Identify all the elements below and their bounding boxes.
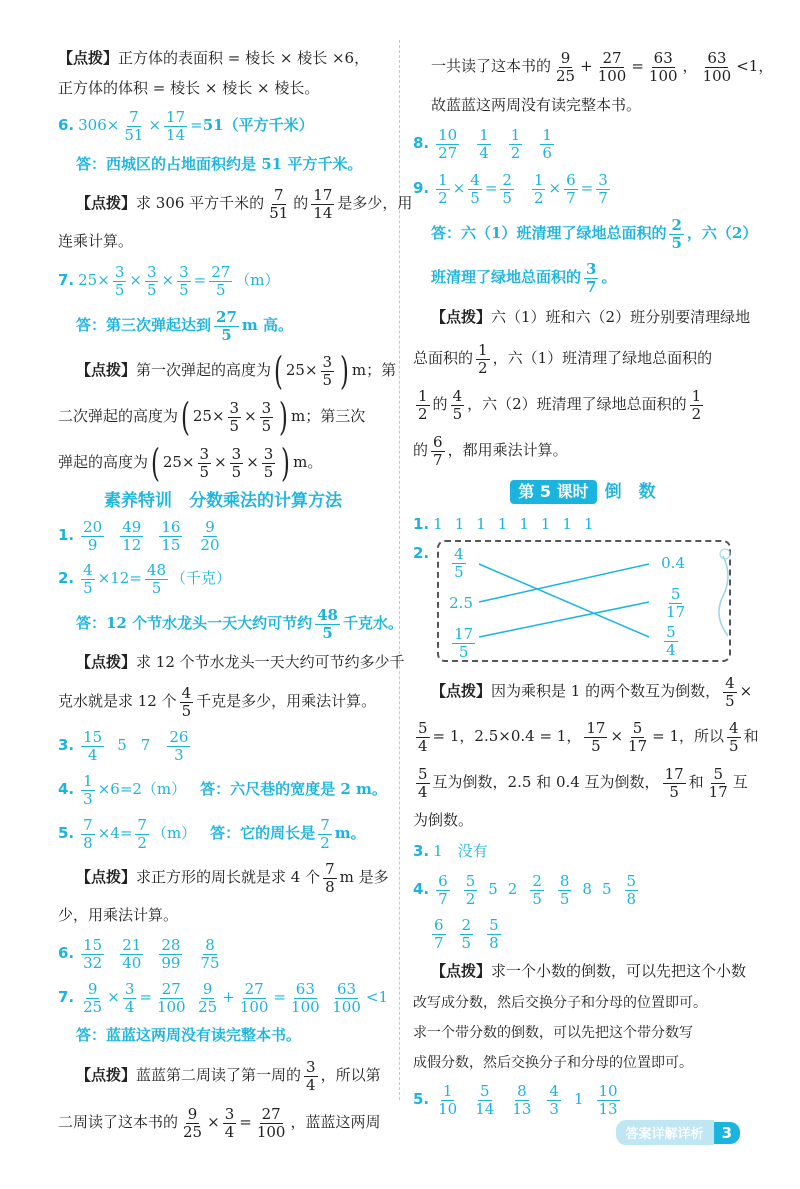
fraction: 10 27 <box>438 126 458 162</box>
line: 少，用乘法计算。 <box>58 906 179 925</box>
r5-answer: 5. 1 10 5 14 8 13 4 3 1 10 13 <box>413 1082 618 1118</box>
answer-text: 答：蓝蓝这两周没有读完整本书。 <box>76 1026 302 1045</box>
fraction: 7 2 <box>320 816 330 852</box>
fraction: 4 5 <box>181 684 192 720</box>
fraction: $\frac{3}{4}$ <box>124 980 135 1016</box>
answer-text: 班清理了绿地总面积的 3 7 。 <box>431 260 617 296</box>
match-line <box>479 564 649 637</box>
fraction: $\frac{6}{7}$ <box>566 171 576 207</box>
fraction: 4 5 <box>729 719 739 755</box>
line: 【点拨】 正方体的表面积 = 棱长 × 棱长 ×6， <box>58 49 370 68</box>
tip-line: 【点拨】 蓝蓝第二周读了第一周的 3 4 ，所以第 <box>76 1058 381 1094</box>
fraction: 1 4 <box>479 126 489 162</box>
left-column <box>58 44 413 1146</box>
fraction: $\frac{48}{5}$ <box>146 561 167 597</box>
match-line <box>479 564 649 602</box>
fraction: 15 32 <box>83 936 103 972</box>
fraction: $\frac{27}{5}$ <box>211 263 231 299</box>
fraction: 6 7 <box>438 872 448 908</box>
fraction: $\frac{2}{5}$ <box>502 171 512 207</box>
s5-answer: 5. $\frac{7}{8}$ × 4 = $\frac{7}{2}$ （m） 答：它的周长是 7 2 m。 <box>58 816 366 852</box>
fraction: 1 10 <box>438 1082 458 1118</box>
s4-answer: 4. $\frac{1}{3}$ × 6 = 2（m） 答：六尺巷的宽度是 2 m。 <box>58 772 387 808</box>
tip-line: 【点拨】 求 12 个节水龙头一天大约可节约多少千 <box>76 653 405 672</box>
fraction: $\frac{3}{5}$ <box>146 263 157 299</box>
fraction: 5 2 <box>465 872 476 908</box>
fraction: $\frac{7}{8}$ <box>83 816 93 852</box>
s2-answer: 2. $\frac{4}{5}$ × 12 = $\frac{48}{5}$ （千克） <box>58 561 232 597</box>
fraction: 1 2 <box>418 387 428 423</box>
fraction: 1 6 <box>542 126 552 162</box>
fraction: 1 2 <box>691 387 702 423</box>
fraction: 3 7 <box>586 260 597 296</box>
fraction: $\frac{3}{5}$ <box>114 263 125 299</box>
tip-line: 【点拨】 因为乘积是 1 的两个数互为倒数， $\frac{4}{5}$ × <box>431 674 753 710</box>
fraction: $\frac{63}{100}$ <box>291 980 320 1016</box>
line: 二周读了这本书的 $\frac{9}{25}$ × $\frac{3}{4}$ = $\frac{27}{100}$ ，蓝蓝这两周 <box>58 1105 381 1141</box>
fraction: 2 5 <box>461 916 472 952</box>
fraction: $\frac{4}{5}$ <box>470 171 480 207</box>
q7-answer: 7. 25 × $\frac{3}{5}$ × $\frac{3}{5}$ × $\frac{3}{5}$ = $\frac{27}{5}$ （m） <box>58 263 280 299</box>
fraction: $\frac{4}{5}$ <box>83 561 93 597</box>
fraction: 9 25 <box>198 980 218 1016</box>
fraction: 21 40 <box>122 936 142 972</box>
fraction: $\frac{27}{100}$ <box>156 980 186 1016</box>
fraction: 5 8 <box>489 916 499 952</box>
left-item-fraction: 17 5 <box>454 625 474 661</box>
fraction: $\frac{27}{100}$ <box>256 1105 286 1141</box>
fraction: 6 7 <box>434 916 444 952</box>
tip-line: 【点拨】 第一次弹起的高度为 ( 25 × $\frac{3}{5}$ ) m；第 <box>76 349 397 393</box>
line: 的 6 7 ，都用乘法计算。 <box>413 433 568 469</box>
fraction: $\frac{7}{2}$ <box>137 816 147 852</box>
line: 故蓝蓝这两周没有读完整本书。 <box>431 96 642 115</box>
line: 正方体的体积 = 棱长 × 棱长 × 棱长。 <box>58 79 320 98</box>
q6-answer: 6. 306 × $\frac{7}{51}$ × $\frac{17}{14}$ = 51（平方千米） <box>58 108 314 144</box>
fraction: 10 13 <box>598 1082 618 1118</box>
matching-box <box>437 540 731 662</box>
q8-answer: 8. 10 27 1 4 1 2 1 6 <box>413 126 552 162</box>
section-title: 素养特训 分数乘法的计算方法 <box>104 491 342 511</box>
fraction: $\frac{3}{7}$ <box>598 171 608 207</box>
fraction: $\frac{7}{51}$ <box>124 108 144 144</box>
left-item: 2.5 <box>449 594 473 612</box>
s7-answer: 7. $\frac{9}{25}$ × $\frac{3}{4}$ = $\frac{27}{100}$ 9 25 + $\frac{27}{100}$ = $\frac{63}{100}$ 63 100 < 1 <box>58 980 388 1016</box>
fraction: $\frac{3}{5}$ <box>231 445 242 481</box>
right-column <box>413 44 774 1122</box>
fraction: $\frac{27}{100}$ <box>239 980 269 1016</box>
line: 成假分数，然后交换分子和分母的位置即可。 <box>413 1054 693 1071</box>
fraction: $\frac{3}{5}$ <box>263 445 274 481</box>
fraction: 16 15 <box>161 518 181 554</box>
left-item-fraction: 4 5 <box>454 545 464 581</box>
fraction: 4 3 <box>549 1082 559 1118</box>
fraction: $\frac{5}{4}$ <box>418 719 428 755</box>
fraction: 49 12 <box>122 518 142 554</box>
line: 1 2 的 4 5 ，六（2）班清理了绿地总面积的 1 2 <box>418 387 702 423</box>
fraction: 8 5 <box>559 872 570 908</box>
answer-text: 答：西城区的占地面积约是 51 平方千米。 <box>76 155 363 174</box>
right-item-fraction: 5 4 <box>666 623 676 659</box>
page-footer <box>616 1120 740 1145</box>
fraction: $\frac{5}{17}$ <box>628 719 648 755</box>
s6-answer: 6. 15 32 21 40 28 99 8 75 <box>58 936 220 972</box>
fraction: 5 8 <box>626 872 637 908</box>
s1-answer: 1. 20 9 49 12 16 15 9 20 <box>58 518 220 554</box>
fraction: $\frac{27}{100}$ <box>597 49 627 85</box>
lesson-heading: 第 5 课时 倒 数 <box>413 474 753 510</box>
fraction: 17 5 <box>664 765 684 801</box>
fraction: $\frac{17}{14}$ <box>166 108 186 144</box>
fraction: 3 4 <box>306 1058 316 1094</box>
line: 克水就是求 12 个 4 5 千克是多少，用乘法计算。 <box>58 684 377 720</box>
line: 弹起的高度为 ( 25 × $\frac{3}{5}$ × $\frac{3}{5}$ × $\frac{3}{5}$ ) m。 <box>58 441 323 485</box>
footer-badge: 答案详解详析 <box>616 1120 714 1145</box>
bunny-decoration-icon <box>703 546 743 656</box>
match-line <box>479 602 649 637</box>
fraction: 6 7 <box>433 433 443 469</box>
line: 改写成分数，然后交换分子和分母的位置即可。 <box>413 994 707 1011</box>
s3-answer: 3. 15 4 5 7 26 3 <box>58 728 189 764</box>
line: 为倒数。 <box>413 811 474 830</box>
fraction: $\frac{4}{5}$ <box>725 674 735 710</box>
fraction: 5 4 <box>418 765 428 801</box>
r4-answer: 4. 6 7 5 2 5 2 2 5 8 5 8 5 5 8 <box>413 872 637 908</box>
r4-answer-row2 <box>413 912 753 956</box>
fraction: 7 8 <box>325 860 335 896</box>
line: 一共读了这本书的 9 25 + $\frac{27}{100}$ = $\frac{63}{100}$ ， 63 100 < 1 ， <box>431 49 774 85</box>
fraction: 2 5 <box>671 216 682 252</box>
fraction: $\frac{3}{4}$ <box>224 1105 235 1141</box>
fraction: $\frac{9}{25}$ <box>83 980 103 1016</box>
fraction: $\frac{63}{100}$ <box>648 49 678 85</box>
r1-answer: 1. 1 1 1 1 1 1 1 1 <box>413 515 594 534</box>
line: 连乘计算。 <box>58 232 134 251</box>
line: 总面积的 1 2 ，六（1）班清理了绿地总面积的 <box>413 341 713 377</box>
fraction: 17 14 <box>313 186 333 222</box>
fraction: $\frac{3}{5}$ <box>179 263 189 299</box>
tip-line: 【点拨】 六（1）班和六（2）班分别要清理绿地 <box>431 308 751 327</box>
right-item: 0.4 <box>661 554 685 572</box>
fraction: $\frac{3}{5}$ <box>199 445 210 481</box>
fraction: 2 5 <box>532 872 542 908</box>
fraction: $\frac{1}{2}$ <box>438 171 448 207</box>
fraction: 26 3 <box>169 728 189 764</box>
r3-answer: 3. 1 没有 <box>413 842 488 861</box>
answer-text: 答：六（1）班清理了绿地总面积的 2 5 ，六（2） <box>431 216 758 252</box>
fraction: 48 5 <box>317 606 338 642</box>
fraction: 15 4 <box>83 728 103 764</box>
fraction: 7 51 <box>269 186 289 222</box>
fraction: $\frac{3}{5}$ <box>261 399 272 435</box>
fraction: 28 99 <box>161 936 181 972</box>
fraction: 9 25 <box>556 49 576 85</box>
fraction: 4 5 <box>452 387 463 423</box>
answer-text: 答：12 个节水龙头一天大约可节约 48 5 千克水。 <box>76 606 403 642</box>
fraction: 63 100 <box>332 980 361 1016</box>
tip-line: 【点拨】 求 306 平方千米的 7 51 的 17 14 是多少，用 <box>76 186 413 222</box>
q9-answer: 9. $\frac{1}{2}$ × $\frac{4}{5}$ = $\frac{2}{5}$ $\frac{1}{2}$ × $\frac{6}{7}$ = $\frac{3}{7}$ <box>413 171 608 207</box>
line: $\frac{5}{4}$ = 1，2.5×0.4 = 1， $\frac{17}{5}$ × $\frac{5}{17}$ = 1，所以 4 5 和 <box>418 719 759 755</box>
line: 二次弹起的高度为 ( 25 × $\frac{3}{5}$ × $\frac{3}{5}$ ) m；第三次 <box>58 395 366 439</box>
tip-line: 【点拨】 求一个小数的倒数，可以先把这个小数 <box>431 962 747 981</box>
fraction: 5 14 <box>475 1082 495 1118</box>
r2-answer: 2. 4 5 2.5 17 5 0.4 5 17 5 4 <box>413 540 753 670</box>
fraction: $\frac{1}{2}$ <box>533 171 544 207</box>
fraction: 9 20 <box>200 518 220 554</box>
right-item-fraction: 5 17 <box>666 585 686 621</box>
fraction: 5 17 <box>708 765 728 801</box>
fraction: 27 5 <box>216 308 237 344</box>
answer-text: 答：第三次弹起达到 27 5 m 高。 <box>76 308 293 344</box>
fraction: 20 9 <box>83 518 103 554</box>
fraction: $\frac{9}{25}$ <box>183 1105 203 1141</box>
page-number: 3 <box>714 1122 740 1144</box>
fraction: 1 2 <box>478 341 488 377</box>
fraction: 63 100 <box>702 49 732 85</box>
line: 5 4 互为倒数，2.5 和 0.4 互为倒数， 17 5 和 5 17 互 <box>418 765 748 801</box>
fraction: 8 75 <box>200 936 220 972</box>
fraction: $\frac{1}{3}$ <box>83 772 93 808</box>
fraction: 1 2 <box>510 126 521 162</box>
fraction: $\frac{3}{5}$ <box>229 399 240 435</box>
line: 求一个带分数的倒数，可以先把这个带分数写 <box>413 1024 693 1041</box>
tip-line: 【点拨】 求正方形的周长就是求 4 个 7 8 m 是多 <box>76 860 389 896</box>
fraction: $\frac{17}{5}$ <box>586 719 606 755</box>
fraction: $\frac{3}{5}$ <box>322 353 333 389</box>
fraction: 8 13 <box>512 1082 532 1118</box>
